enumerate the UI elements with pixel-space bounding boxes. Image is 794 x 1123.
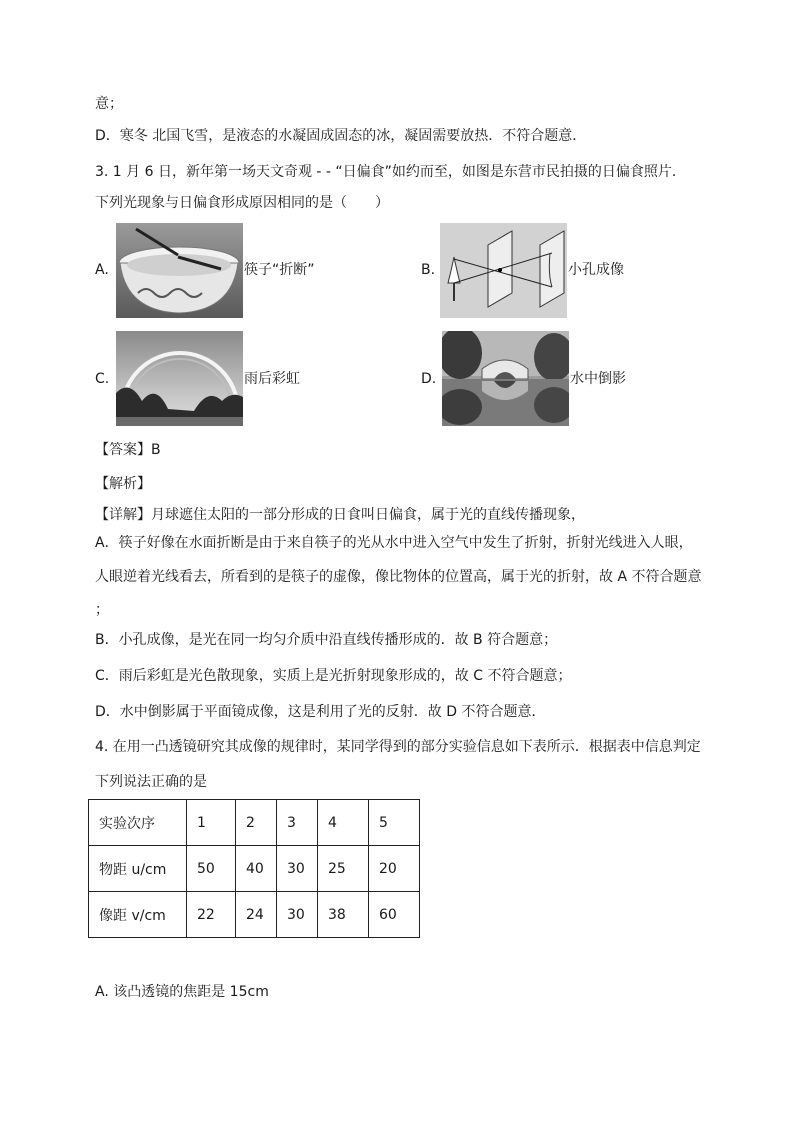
table-cell: 30 [277,846,318,892]
table-cell: 60 [369,892,420,938]
detail-c-line: C．雨后彩虹是光色散现象，实质上是光折射现象形成的，故 C 不符合题意； [95,668,572,684]
water-reflection-image [442,331,569,426]
detail-intro: 月球遮住太阳的一部分形成的日食叫日偏食，属于光的直线传播现象， [151,507,585,523]
detail-label: 【详解】 [95,507,151,523]
option-a-letter: A. [95,262,109,278]
pinhole-imaging-image [440,223,567,318]
detail-intro-line [95,505,585,525]
table-cell: 25 [318,846,369,892]
analysis-label: 【解析】 [95,476,151,492]
question-3-stem: 3. 1 月 6 日，新年第一场天文奇观 - - “日偏食”如约而至，如图是东营市民拍摄的日偏食照片． [95,164,686,180]
answer-value: B [151,442,161,458]
detail-a-line: 人眼逆着光线看去，所看到的是筷子的虚像，像比物体的位置高，属于光的折射，故 A 不符合题意 [95,569,702,585]
rainbow-image [116,331,243,426]
question-4-option-a: A. 该凸透镜的焦距是 15cm [95,984,269,1000]
table-row [89,846,420,892]
table-row [89,800,420,846]
table-cell: 38 [318,892,369,938]
table-cell: 4 [318,800,369,846]
table-cell: 22 [187,892,236,938]
table-cell: 24 [236,892,277,938]
detail-a-line: A．筷子好像在水面折断是由于来自筷子的光从水中进入空气中发生了折射，折射光线进入人眼， [95,535,693,551]
table-cell: 40 [236,846,277,892]
option-c-caption: 雨后彩虹 [244,371,300,387]
question-3-stem: 下列光现象与日偏食形成原因相同的是（ ） [95,195,389,211]
table-cell: 2 [236,800,277,846]
table-cell: 5 [369,800,420,846]
detail-a-line: ； [95,602,109,618]
text-line: D．寒冬 北国飞雪，是液态的水凝固成固态的冰，凝固需要放热．不符合题意． [95,128,587,144]
table-row [89,892,420,938]
chopsticks-bowl-image [116,223,243,318]
experiment-table [88,799,420,938]
question-4-stem: 4. 在用一凸透镜研究其成像的规律时，某同学得到的部分实验信息如下表所示．根据表中信息判定 [95,739,701,755]
text-line: 意； [95,96,123,112]
table-cell: 3 [277,800,318,846]
option-d-caption: 水中倒影 [570,371,626,387]
table-cell: 20 [369,846,420,892]
option-d-letter: D. [421,371,437,387]
table-cell: 物距 u/cm [89,846,187,892]
answer-label: 【答案】 [95,442,151,458]
table-cell: 实验次序 [89,800,187,846]
option-b-caption: 小孔成像 [568,262,624,278]
table-cell: 1 [187,800,236,846]
detail-b-line: B．小孔成像，是光在同一均匀介质中沿直线传播形成的．故 B 符合题意； [95,632,558,648]
answer-line [95,440,161,460]
question-4-stem: 下列说法正确的是 [95,774,207,790]
table-cell: 像距 v/cm [89,892,187,938]
table-cell: 30 [277,892,318,938]
option-c-letter: C. [95,371,110,387]
detail-d-line: D．水中倒影属于平面镜成像，这是利用了光的反射．故 D 不符合题意． [95,704,546,720]
option-b-letter: B. [421,262,436,278]
table-cell: 50 [187,846,236,892]
option-a-caption: 筷子“折断” [244,262,315,278]
